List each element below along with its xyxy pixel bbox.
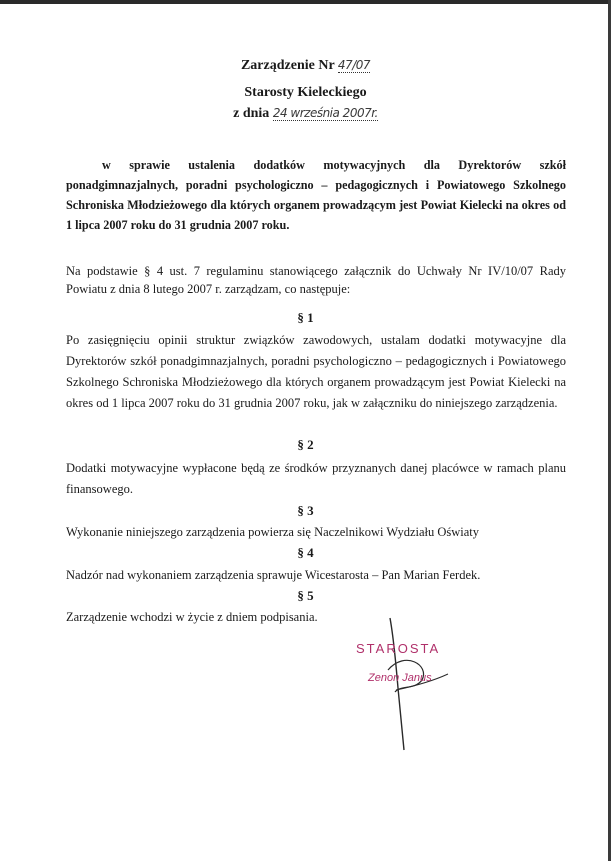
section-2-label: § 2 xyxy=(297,437,314,452)
document-date xyxy=(0,106,611,122)
section-3-label: § 3 xyxy=(297,503,314,518)
section-1-label: § 1 xyxy=(297,310,314,325)
document-subject xyxy=(66,155,566,235)
section-4-label: § 4 xyxy=(297,545,314,560)
stamp-name: Zenon Janus xyxy=(368,672,432,684)
section-5-label: § 5 xyxy=(297,588,314,603)
section-5-text: Zarządzenie wchodzi w życie z dniem podpisania. xyxy=(66,610,318,624)
document-title xyxy=(0,58,611,74)
date-prefix: z dnia xyxy=(233,106,270,121)
handwritten-number: 47/07 xyxy=(337,58,371,72)
handwritten-date: 24 września 2007r. xyxy=(272,106,378,120)
scan-edge-top xyxy=(0,0,611,4)
legal-basis: Na podstawie § 4 ust. 7 regulaminu stanowiącego załącznik do Uchwały Nr IV/10/07 Rady Powiatu z dnia 8 lutego 2007 r. zarządzam, co następuje: xyxy=(66,264,566,296)
section-1-text: Po zasięgnięciu opinii struktur związków zawodowych, ustalam dodatki motywacyjne dla Dyrektorów szkół ponadgimnazjalnych, poradni psychologiczno – pedagogicznych i Powiatowego Szkolnego Schroniska Młodzieżowego dla których organem prowadzącym jest Powiat Kielecki na okres od 1 lipca 2007 roku do 31 grudnia 2007 roku, jak w załączniku do niniejszego zarządzenia. xyxy=(66,333,566,410)
issuer: Starosty Kieleckiego xyxy=(244,85,367,100)
section-3-text: Wykonanie niniejszego zarządzenia powierza się Naczelnikowi Wydziału Oświaty xyxy=(66,525,480,539)
section-2-text: Dodatki motywacyjne wypłacone będą ze środków przyznanych danej placówce w ramach planu finansowego. xyxy=(66,461,566,496)
title-prefix: Zarządzenie Nr xyxy=(240,58,335,73)
subject-text: w sprawie ustalenia dodatków motywacyjnych dla Dyrektorów szkół ponadgimnazjalnych, poradni psychologiczno – pedagogicznych i Powiatowego Szkolnego Schroniska Młodzieżowego dla których organem prowadzącym jest Powiat Kielecki na okres od 1 lipca 2007 roku do 31 grudnia 2007 roku. xyxy=(66,158,566,232)
section-4-text: Nadzór nad wykonaniem zarządzenia sprawuje Wicestarosta – Pan Marian Ferdek. xyxy=(66,568,481,582)
stamp-title: STAROSTA xyxy=(356,641,441,656)
